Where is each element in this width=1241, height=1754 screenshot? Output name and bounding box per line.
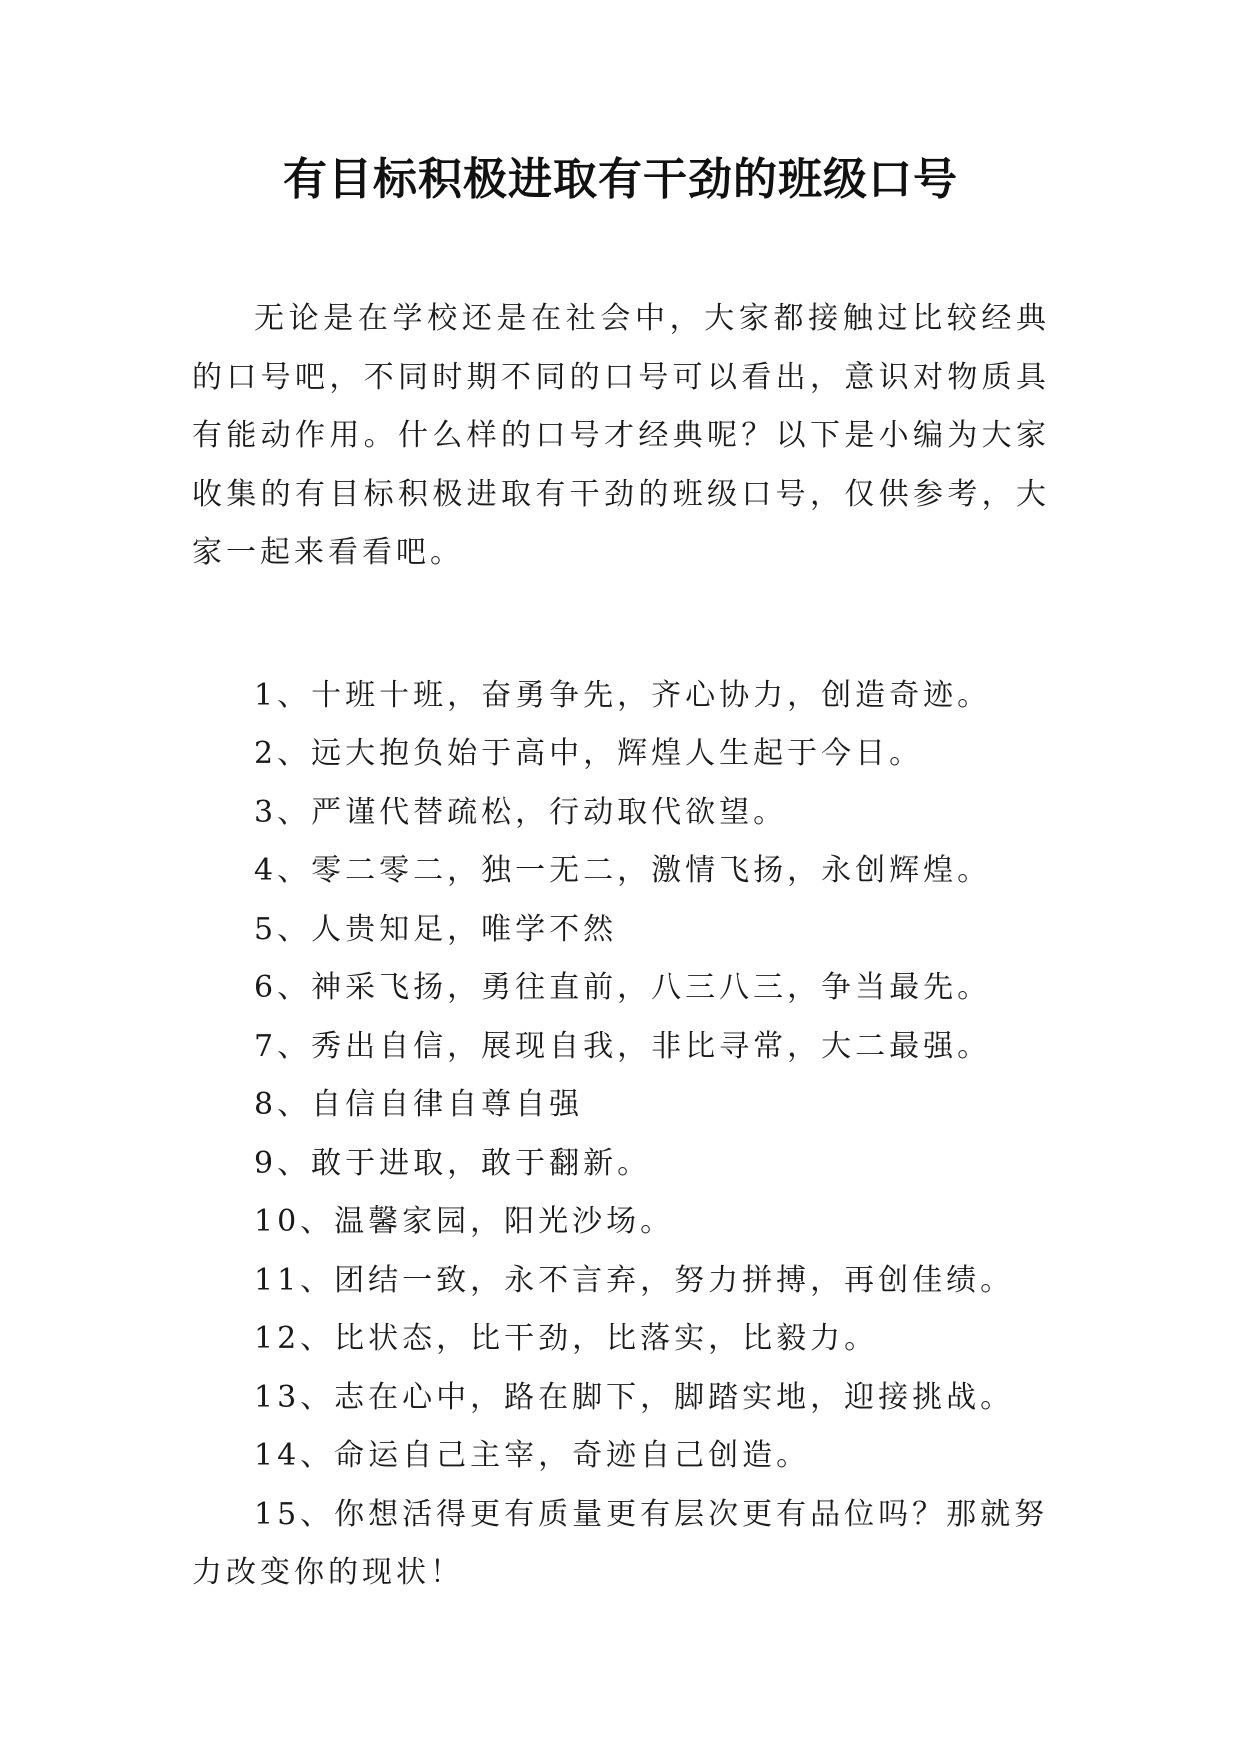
slogan-list bbox=[192, 667, 1050, 1603]
slogan-item: 14、命运自己主宰，奇迹自己创造。 bbox=[254, 1438, 811, 1473]
slogan-item: 8、自信自律自尊自强 bbox=[254, 1087, 584, 1122]
slogan-item: 12、比状态，比干劲，比落实，比毅力。 bbox=[254, 1321, 879, 1356]
slogan-item: 6、神采飞扬，勇往直前，八三八三，争当最先。 bbox=[254, 970, 992, 1005]
slogan-item: 4、零二零二，独一无二，激情飞扬，永创辉煌。 bbox=[254, 853, 992, 888]
slogan-item: 2、远大抱负始于高中，辉煌人生起于今日。 bbox=[254, 736, 924, 771]
document-body bbox=[192, 290, 1050, 1603]
slogan-item: 5、人贵知足，唯学不然 bbox=[254, 911, 618, 947]
slogan-item: 9、敢于进取，敢于翻新。 bbox=[254, 1145, 652, 1181]
slogan-item: 13、志在心中，路在脚下，脚踏实地，迎接挑战。 bbox=[254, 1379, 1015, 1415]
document-title: 有目标积极进取有干劲的班级口号 bbox=[283, 154, 958, 205]
intro-paragraph: 无论是在学校还是在社会中，大家都接触过比较经典的口号吧，不同时期不同的口号可以看出，意识对物质具有能动作用。什么样的口号才经典呢？以下是小编为大家收集的有目标积极进取有干劲的班级口号，仅供参考，大家一起来看看吧。 bbox=[192, 301, 1050, 570]
slogan-item: 10、温馨家园，阳光沙场。 bbox=[254, 1204, 675, 1239]
slogan-item: 11、团结一致，永不言弃，努力拼搏，再创佳绩。 bbox=[254, 1262, 1015, 1298]
slogan-item: 7、秀出自信，展现自我，非比寻常，大二最强。 bbox=[254, 1028, 992, 1064]
slogan-item: 15、你想活得更有质量更有层次更有品位吗？那就努力改变你的现状！ bbox=[192, 1496, 1049, 1590]
slogan-item: 3、严谨代替疏松，行动取代欲望。 bbox=[254, 794, 788, 830]
slogan-item: 1、十班十班，奋勇争先，齐心协力，创造奇迹。 bbox=[254, 677, 992, 713]
